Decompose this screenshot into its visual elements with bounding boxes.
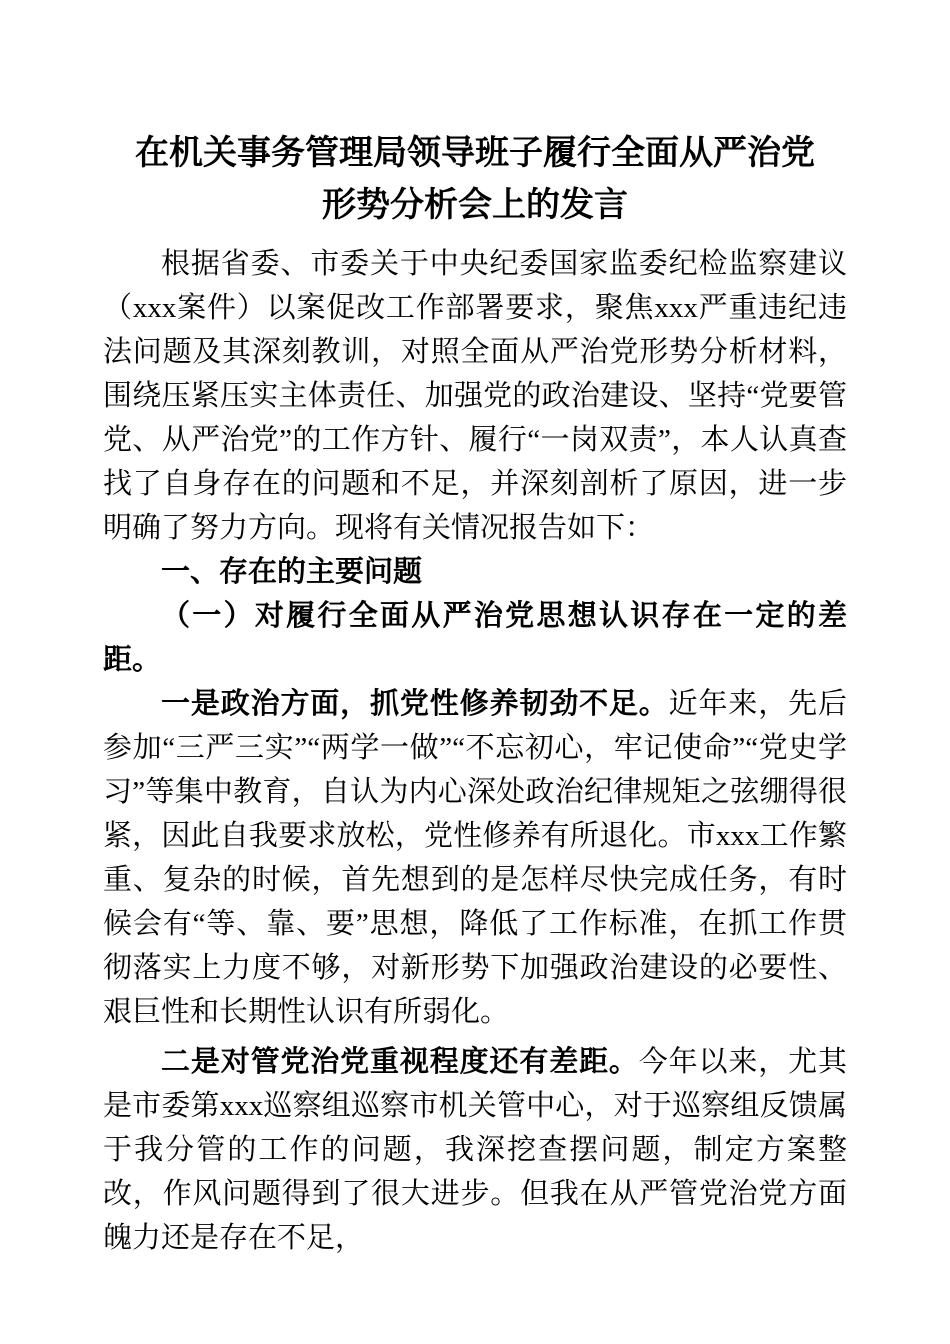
point-1-paragraph [103,682,847,1034]
point-2-paragraph [103,1040,847,1260]
point-2-lead: 二是对管党治党重视程度还有差距。 [161,1046,639,1078]
point-2-text: 今年以来，尤其是市委第xxx巡察组巡察市机关管中心，对于巡察组反馈属于我分管的工作的问题，我深挖查摆问题，制定方案整改，作风问题得到了很大进步。但我在从严管党治党方面魄力还是存在不足， [103,1046,847,1254]
point-1-text: 近年来，先后参加“三严三实”“两学一做”“不忘初心，牢记使命”“党史学习”等集中教育，自认为内心深处政治纪律规矩之弦绷得很紧，因此自我要求放松，党性修养有所退化。市xxx工作繁重、复杂的时候，首先想到的是怎样尽快完成任务，有时候会有“等、靠、要”思想，降低了工作标准，在抓工作贯彻落实上力度不够，对新形势下加强政治建设的必要性、艰巨性和长期性认识有所弱化。 [103,688,847,1028]
document-title [103,128,847,232]
section-1-heading: 一、存在的主要问题 [161,556,423,588]
section-1-sub-1-heading: （一）对履行全面从严治党思想认识存在一定的差距。 [103,600,847,676]
intro-paragraph: 根据省委、市委关于中央纪委国家监委纪检监察建议（xxx案件）以案促改工作部署要求，聚焦xxx严重违纪违法问题及其深刻教训，对照全面从严治党形势分析材料，围绕压紧压实主体责任、加强党的政治建设、坚持“党要管党、从严治党”的工作方针、履行“一岗双责”，本人认真查找了自身存在的问题和不足，并深刻剖析了原因，进一步明确了努力方向。现将有关情况报告如下： [103,248,847,544]
point-1-lead: 一是政治方面，抓党性修养韧劲不足。 [161,688,669,720]
title-line-1: 在机关事务管理局领导班子履行全面从严治党 [135,135,815,172]
title-line-2: 形势分析会上的发言 [322,187,628,224]
